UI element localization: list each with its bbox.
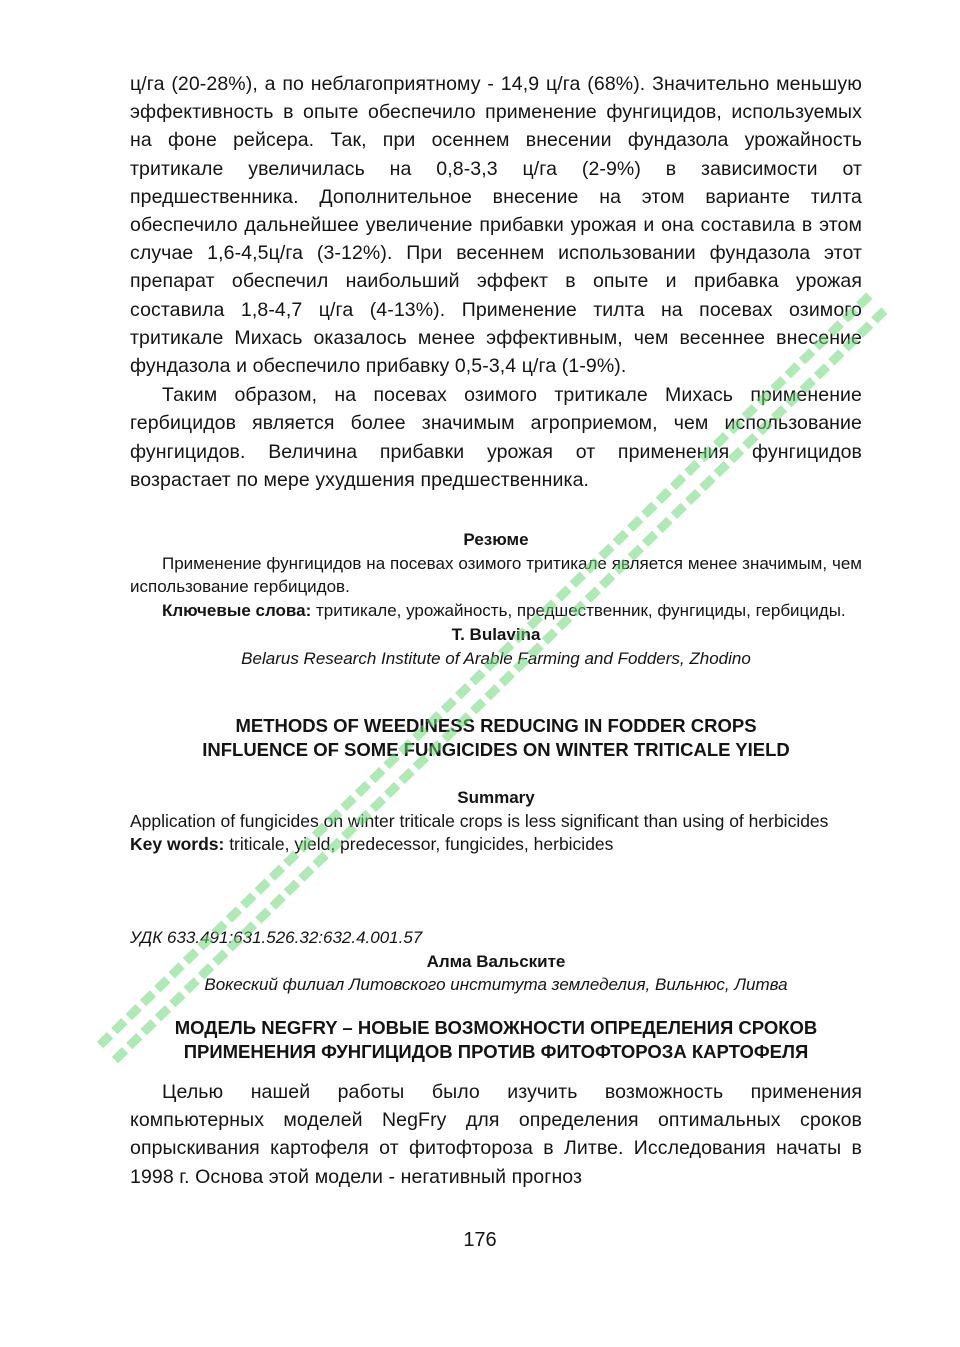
en-title-line-2: INFLUENCE OF SOME FUNGICIDES ON WINTER TRITICALE YIELD (202, 738, 790, 760)
keywords-label: Ключевые слова: (162, 600, 312, 620)
article2-body (130, 1078, 862, 1191)
summary-heading: Summary (457, 788, 535, 807)
en-title-line-1: METHODS OF WEEDINESS REDUCING IN FODDER CROPS (235, 715, 757, 736)
page-number: 176 (463, 1229, 497, 1251)
paragraph-1: ц/га (20-28%), а по неблагоприятному - 14,9 ц/га (68%). Значительно меньшую эффективность в опыте обеспечило применение фунгицидов, используемых на фоне рейсера. Так, при осеннем внесении фундазола урожайность тритикале увеличилась на 0,8-3,3 ц/га (2-9%) в зависимости от предшественника. Дополнительное внесение на этом варианте тилта обеспечило дальнейшее увеличение прибавки урожая и она составила в этом случае 1,6-4,5ц/га (3-12%). При весеннем использовании фундазола этот препарат обеспечил наибольший эффект в опыте и прибавка урожая составила 1,8-4,7 ц/га (4-13%). Применение тилта на посевах озимого тритикале Михась оказалось менее эффективным, чем весеннее внесение фундазола и обеспечило прибавку 0,5-3,4 ц/га (1-9%). (130, 73, 862, 378)
en-keywords-label: Key words: (130, 834, 225, 854)
title-line-2: ПРИМЕНЕНИЯ ФУНГИЦИДОВ ПРОТИВ ФИТОФТОРОЗА КАРТОФЕЛЯ (183, 1040, 809, 1062)
en-keywords-line (130, 833, 862, 857)
article1-body (130, 70, 862, 494)
en-keywords-text: triticale, yield, predecessor, fungicides, herbicides (224, 834, 614, 854)
article2-title (130, 1016, 862, 1063)
resume-block (130, 528, 862, 670)
summary-text: Application of fungicides on winter triticale crops is less significant than using of herbicides (130, 810, 829, 831)
summary-block (130, 786, 862, 857)
en-affiliation: Belarus Research Institute of Arable Farming and Fodders, Zhodino (241, 648, 751, 668)
keywords-text: тритикале, урожайность, предшественник, фунгициды, гербициды. (311, 600, 846, 620)
title-line-1: МОДЕЛЬ NEGFRY – НОВЫЕ ВОЗМОЖНОСТИ ОПРЕДЕЛЕНИЯ СРОКОВ (174, 1017, 818, 1038)
author-name: Алма Вальските (426, 951, 566, 971)
intro-paragraph: Целью нашей работы было изучить возможность применения компьютерных моделей NegFry для определения оптимальных сроков опрыскивания картофеля от фитофтороза в Литве. Исследования начаты в 1998 г. Основа этой модели - негативный прогноз (130, 1081, 862, 1188)
en-title (130, 714, 862, 761)
resume-heading: Резюме (463, 530, 529, 549)
author-affiliation: Вокеский филиал Литовского института земледелия, Вильнюс, Литва (204, 975, 788, 994)
paragraph-2: Таким образом, на посевах озимого тритикале Михась применение гербицидов является более значимым агроприемом, чем использование фунгицидов. Величина прибавки урожая от применения фунгицидов возрастает по мере ухудшения предшественника. (130, 384, 862, 491)
en-author: T. Bulavina (451, 625, 541, 644)
article2-header (130, 926, 862, 997)
resume-text: Применение фунгицидов на посевах озимого тритикале является менее значимым, чем использование гербицидов. (130, 553, 862, 596)
udk-code: УДК 633.491:631.526.32:632.4.001.57 (130, 928, 423, 947)
keywords-line (130, 599, 862, 623)
